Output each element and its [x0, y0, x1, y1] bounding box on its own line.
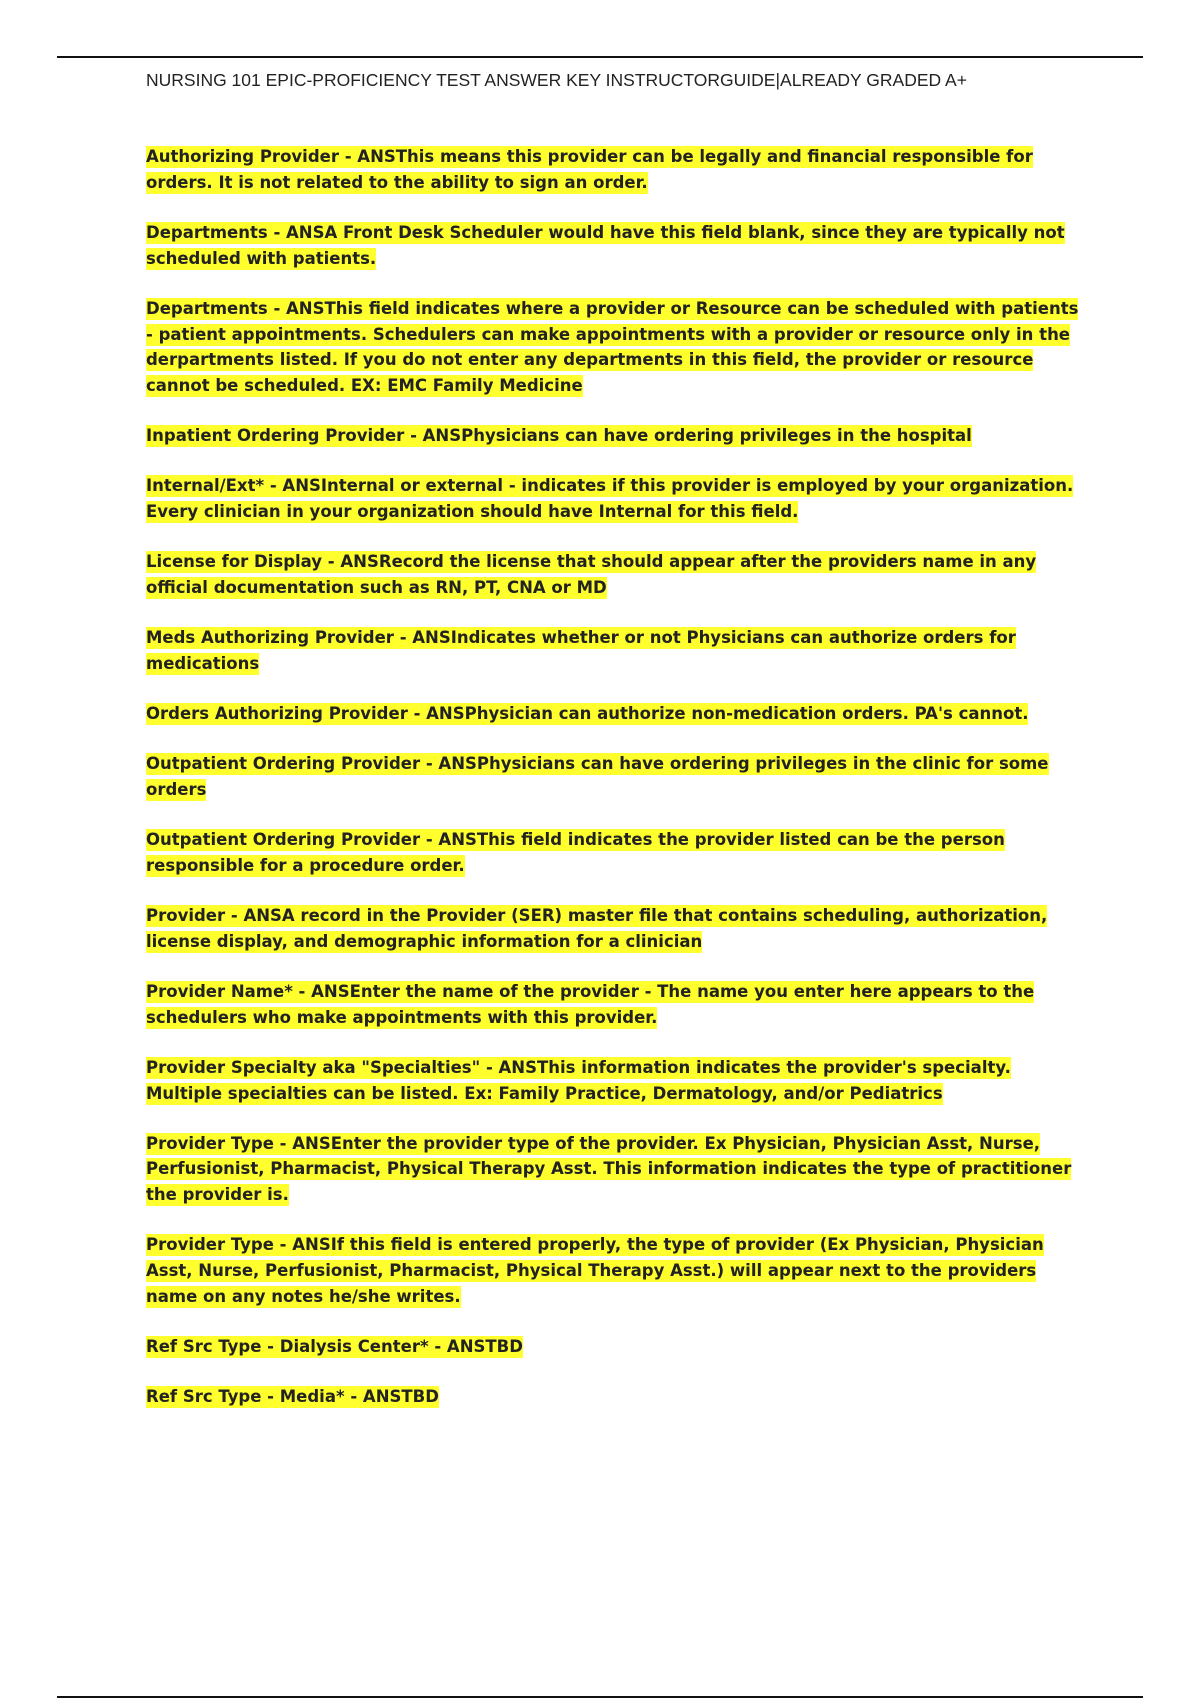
entry-text: Provider Specialty aka "Specialties" - ANSThis information indicates the provider's specialty. Multiple specialties can be listed. Ex: Family Practice, Dermatology, and/or Pediatrics [146, 1057, 1011, 1103]
entry-text: License for Display - ANSRecord the license that should appear after the providers name in any official documentation such as RN, PT, CNA or MD [146, 552, 1037, 597]
top-rule [57, 56, 1143, 58]
entry-text: Outpatient Ordering Provider - ANSThis field indicates the provider listed can be the person responsible for a procedure order. [146, 830, 1005, 875]
entry-text: Ref Src Type - Media* - ANSTBD [146, 1387, 439, 1407]
answer-entry [146, 473, 1086, 524]
answer-entry [146, 549, 1086, 600]
answer-entry [146, 701, 1086, 727]
answer-entry [146, 625, 1086, 676]
answer-entry [146, 220, 1086, 271]
answer-entry [146, 751, 1086, 802]
entry-text: Internal/Ext* - ANSInternal or external - indicates if this provider is employed by your organization. Every clinician in your organization should have Internal for this field. [146, 476, 1074, 522]
answer-entry [146, 1334, 1086, 1360]
entry-text: Departments - ANSThis field indicates where a provider or Resource can be scheduled with patients - patient appointments. Schedulers can make appointments with a provider or resource only in the derpartments listed. If you do not enter any departments in this field, the provider or resource cannot be scheduled. EX: EMC Family Medicine [146, 298, 1079, 395]
entry-text: Meds Authorizing Provider - ANSIndicates whether or not Physicians can authorize orders for medications [146, 628, 1016, 673]
answer-entry [146, 1055, 1086, 1106]
entry-text: Provider Type - ANSEnter the provider type of the provider. Ex Physician, Physician Asst, Nurse, Perfusionist, Pharmacist, Physical Therapy Asst. This information indicates the type of practitioner the provider is. [146, 1133, 1072, 1205]
answer-entry [146, 1131, 1086, 1208]
entry-text: Departments - ANSA Front Desk Scheduler would have this field blank, since they are typically not scheduled with patients. [146, 222, 1065, 268]
entry-text: Inpatient Ordering Provider - ANSPhysicians can have ordering privileges in the hospital [146, 426, 972, 446]
entry-text: Authorizing Provider - ANSThis means this provider can be legally and financial responsible for orders. It is not related to the ability to sign an order. [146, 147, 1033, 192]
bottom-rule [57, 1696, 1143, 1698]
answer-entry [146, 903, 1086, 954]
entry-text: Orders Authorizing Provider - ANSPhysician can authorize non-medication orders. PA's cannot. [146, 704, 1029, 724]
entry-text: Provider - ANSA record in the Provider (SER) master file that contains scheduling, authorization, license display, and demographic information for a clinician [146, 906, 1048, 951]
answer-entry [146, 1384, 1086, 1410]
answer-entry [146, 144, 1086, 195]
answer-entry [146, 827, 1086, 878]
answer-entry [146, 423, 1086, 449]
answer-entry [146, 979, 1086, 1030]
answer-key-list [146, 144, 1086, 1434]
page-header-title: NURSING 101 EPIC-PROFICIENCY TEST ANSWER KEY INSTRUCTORGUIDE|ALREADY GRADED A+ [146, 70, 967, 90]
entry-text: Ref Src Type - Dialysis Center* - ANSTBD [146, 1337, 523, 1356]
entry-text: Outpatient Ordering Provider - ANSPhysicians can have ordering privileges in the clinic for some orders [146, 754, 1049, 799]
entry-text: Provider Type - ANSIf this field is entered properly, the type of provider (Ex Physician, Physician Asst, Nurse, Perfusionist, Pharmacist, Physical Therapy Asst.) will appear next to the providers name on any notes he/she writes. [146, 1235, 1044, 1306]
answer-entry [146, 1232, 1086, 1309]
entry-text: Provider Name* - ANSEnter the name of the provider - The name you enter here appears to the schedulers who make appointments with this provider. [146, 981, 1035, 1027]
answer-entry [146, 296, 1086, 399]
